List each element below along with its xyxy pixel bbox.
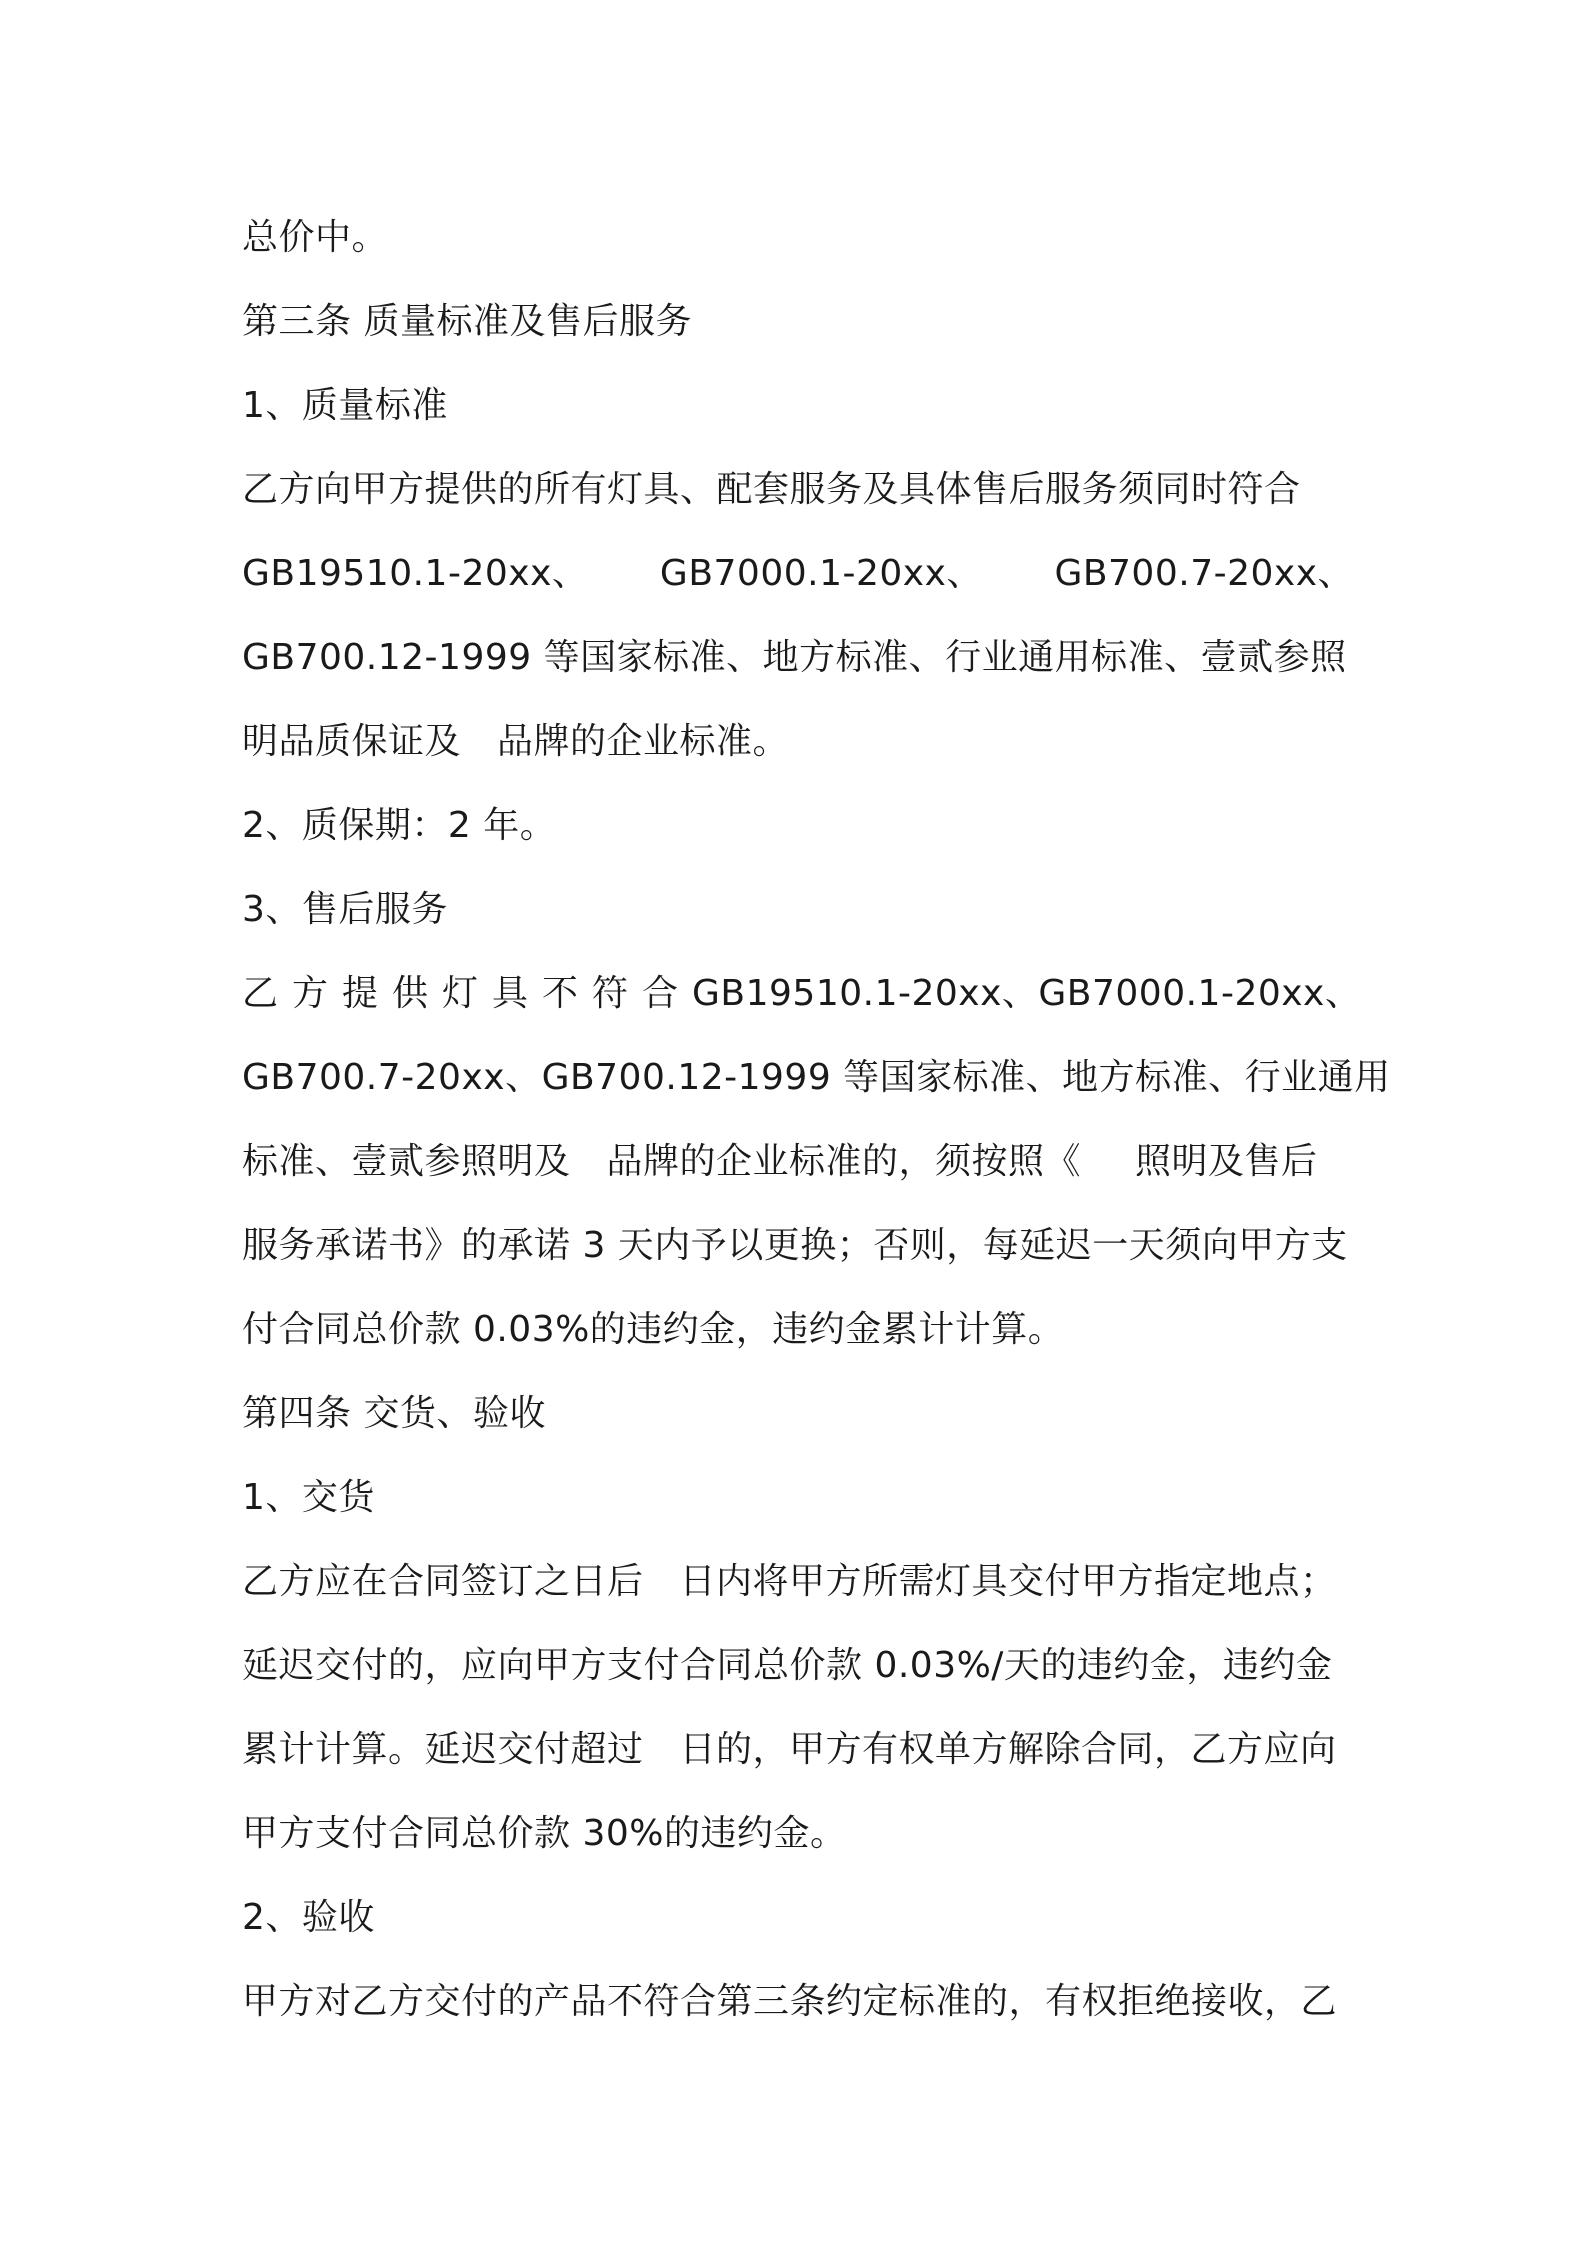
text-fragment: 明品质保证及 (242, 721, 462, 762)
standard-code: GB7000.1-20xx、 (1038, 973, 1362, 1014)
text-fragment: 标准、壹贰参照明及 (242, 1141, 571, 1182)
text-line: 甲方对乙方交付的产品不符合第三条约定标准的，有权拒绝接收，乙 (242, 1981, 1338, 2022)
text-line (242, 1120, 1354, 1204)
article-4-heading: 第四条 交货、验收 (242, 1393, 546, 1434)
text-line (242, 1708, 1354, 1792)
text-fragment: 累计计算。延迟交付超过 (242, 1729, 644, 1770)
text-fragment: 照明及售后 (1135, 1141, 1318, 1182)
text-fragment: 品牌的企业标准。 (497, 721, 790, 762)
section-heading: 2、质保期：2 年。 (242, 805, 557, 846)
section-heading: 1、交货 (242, 1477, 375, 1518)
text-line: 服务承诺书》的承诺 3 天内予以更换；否则，每延迟一天须向甲方支 (242, 1225, 1348, 1266)
text-line: 总价中。 (242, 217, 389, 258)
text-line (242, 532, 1354, 616)
section-heading: 1、质量标准 (242, 385, 448, 426)
section-heading: 2、验收 (242, 1897, 375, 1938)
text-line: GB700.12-1999 等国家标准、地方标准、行业通用标准、壹贰参照 (242, 637, 1347, 678)
text-fragment: 日内将甲方所需灯具交付甲方指定地点； (679, 1561, 1337, 1602)
text-line: 付合同总价款 0.03%的违约金，违约金累计计算。 (242, 1309, 1065, 1350)
text-fragment: 乙方提供灯具不符合 (242, 973, 693, 1014)
text-line (242, 952, 1362, 1036)
text-fragment: 日的，甲方有权单方解除合同，乙方应向 (679, 1729, 1337, 1770)
text-line: GB700.7-20xx、GB700.12-1999 等国家标准、地方标准、行业通用 (242, 1057, 1391, 1098)
section-heading: 3、售后服务 (242, 889, 448, 930)
text-fragment: 乙方应在合同签订之日后 (242, 1561, 644, 1602)
text-line: 延迟交付的，应向甲方支付合同总价款 0.03%/天的违约金，违约金 (242, 1645, 1333, 1686)
text-line (242, 1540, 1354, 1624)
document-page (242, 196, 1391, 2044)
standard-code: GB700.7-20xx、 (1054, 553, 1354, 594)
text-fragment: 品牌的企业标准的，须按照《 (606, 1141, 1082, 1182)
text-line: 甲方支付合同总价款 30%的违约金。 (242, 1813, 847, 1854)
standard-code: GB7000.1-20xx、 (659, 553, 983, 594)
standard-code: GB19510.1-20xx、 (242, 553, 589, 594)
text-line: 乙方向甲方提供的所有灯具、配套服务及具体售后服务须同时符合 (242, 469, 1301, 510)
standard-code: GB19510.1-20xx、 (692, 973, 1039, 1014)
article-3-heading: 第三条 质量标准及售后服务 (242, 301, 692, 342)
text-line (242, 700, 1354, 784)
